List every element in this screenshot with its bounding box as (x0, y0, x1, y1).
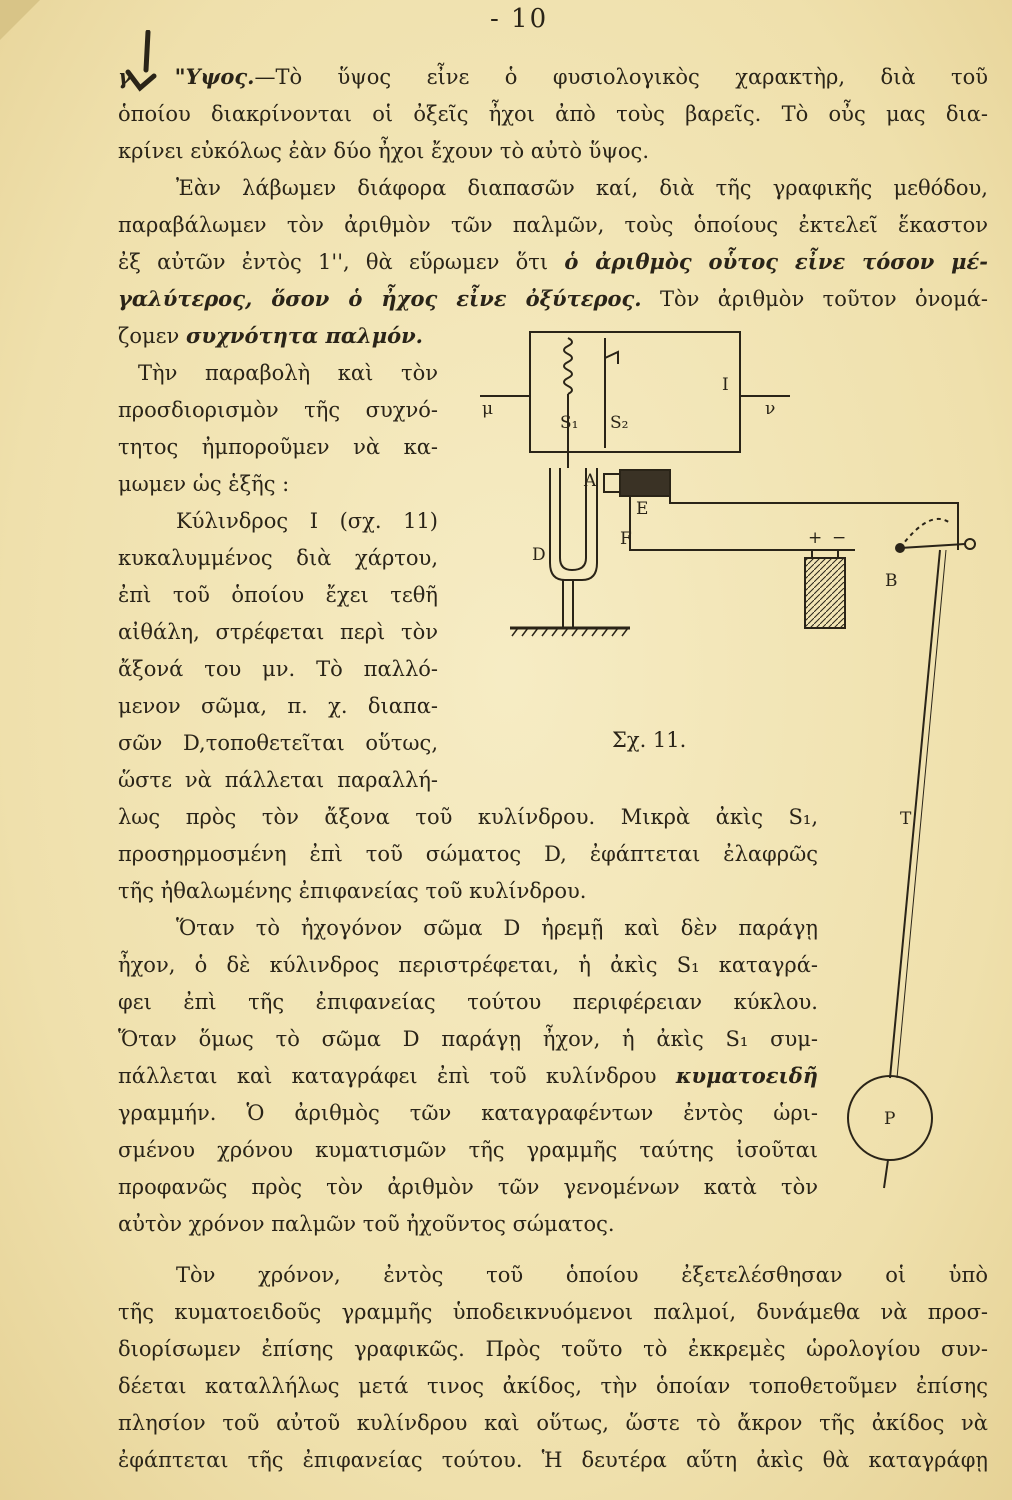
label-f: F (620, 529, 632, 549)
text-line: κρίνει εὐκόλως ἐὰν δύο ἦχοι ἔχουν τὸ αὐτὸ ὕψος. (118, 139, 649, 163)
text-line: αἰθάλη, στρέφεται περὶ τὸν (118, 620, 438, 644)
text-span: Τὸν ἀριθμὸν τοῦτον ὀνομά- (659, 287, 988, 311)
label-minus: − (832, 528, 847, 548)
label-cylinder-i: I (722, 375, 729, 395)
text-line: λως πρὸς τὸν ἄξονα τοῦ κυλίνδρου. Μικρὰ ἀκὶς S₁, (118, 805, 818, 829)
spring-coil (564, 338, 572, 394)
text-line: ἄξονά του μν. Τὸ παλλό- (118, 657, 438, 681)
text-line: ἐπὶ τοῦ ὁποίου ἔχει τεθῆ (118, 583, 438, 607)
text-line: φει ἐπὶ τῆς ἐπιφανείας τούτου περιφέρειαν κύκλου. (118, 990, 818, 1014)
emphasis-text: γαλύτερος, ὅσον ὁ ἦχος εἶνε ὀξύτερος. (118, 286, 642, 311)
emphasis-text: συχνότητα παλμόν. (186, 323, 423, 348)
text-line: κυκαλυμμένος διὰ χάρτου, (118, 546, 438, 570)
text-line: Ἐὰν λάβωμεν διάφορα διαπασῶν καί, διὰ τῆς γραφικῆς μεθόδου, (176, 176, 988, 200)
text-line: παραβάλωμεν τὸν ἀριθμὸν τῶν παλμῶν, τοὺς ὁποίους ἐκτελεῖ ἕκαστον (118, 213, 988, 237)
text-line: Ὅταν τὸ ἠχογόνον σῶμα D ἠρεμῇ καὶ δὲν παράγῃ (176, 916, 818, 940)
emphasis-text: ὁ ἀριθμὸς οὗτος εἶνε τόσον μέ- (564, 249, 988, 274)
emphasis-text: κυματοειδῆ (675, 1063, 818, 1088)
text-line: τητος ἠμποροῦμεν νὰ κα- (118, 435, 438, 459)
text-line: διορίσωμεν ἐπίσης γραφικῶς. Πρὸς τοῦτο τὸ ἐκκρεμὲς ὡρολογίου συν- (118, 1337, 988, 1361)
text-line: ὥστε νὰ πάλλεται παραλλή- (118, 768, 438, 792)
text-line: Τὴν παραβολὴ καὶ τὸν (138, 361, 438, 385)
section-title: "Υψος. (174, 64, 255, 89)
text-line: Τὸν χρόνον, ἐντὸς τοῦ ὁποίου ἐξετελέσθησαν οἱ ὑπὸ (176, 1263, 988, 1287)
section-heading-line (118, 62, 988, 92)
text-line (118, 284, 988, 314)
text-span: πάλλεται καὶ καταγράφει ἐπὶ τοῦ κυλίνδρου (118, 1064, 657, 1088)
heading-text: —Τὸ ὕψος εἶνε ὁ φυσιολογικὸς χαρακτὴρ, διὰ τοῦ (254, 65, 988, 89)
text-line: γραμμήν. Ὁ ἀριθμὸς τῶν καταγραφέντων ἐντὸς ὡρι- (118, 1101, 818, 1125)
text-line: δέεται καταλλήλως μετά τινος ἀκίδος, τὴν ὁποίαν τοποθετοῦμεν ἐπίσης (118, 1374, 988, 1398)
text-line: προσδιορισμὸν τῆς συχνό- (118, 398, 438, 422)
text-span: ἐξ αὐτῶν ἐντὸς 1'', θὰ εὕρωμεν ὅτι (118, 250, 549, 274)
text-span: ζομεν (118, 324, 180, 348)
battery (805, 558, 845, 628)
text-line: προφανῶς πρὸς τὸν ἀριθμὸν τῶν γενομένων κατὰ τὸν (118, 1175, 818, 1199)
text-line: ὁποίου διακρίνονται οἱ ὀξεῖς ἦχοι ἀπὸ τοὺς βαρεῖς. Τὸ οὖς μας δια- (118, 102, 988, 126)
text-line: ἦχον, ὁ δὲ κύλινδρος περιστρέφεται, ἡ ἀκὶς S₁ καταγρά- (118, 953, 818, 977)
pendulum-rod (890, 550, 940, 1078)
text-line: πλησίον τοῦ αὐτοῦ κυλίνδρου καὶ οὕτως, ὥστε τὸ ἄκρον τῆς ἀκίδος νὰ (118, 1411, 988, 1435)
figure-caption: Σχ. 11. (612, 728, 687, 752)
label-b: B (885, 571, 898, 591)
apparatus-diagram (460, 318, 1000, 1208)
text-line: αὐτὸν χρόνον παλμῶν τοῦ ἠχοῦντος σώματος. (118, 1212, 615, 1236)
text-line: τῆς κυματοειδοῦς γραμμῆς ὑποδεικνυόμενοι παλμοί, δυνάμεθα νὰ προσ- (118, 1300, 988, 1324)
label-s2: S₂ (610, 413, 629, 433)
page-number: - 10 (490, 4, 549, 34)
text-line: μενον σῶμα, π. χ. διαπα- (118, 694, 438, 718)
label-nu: ν (765, 399, 776, 419)
cylinder-outline (530, 332, 740, 452)
label-s1: S₁ (560, 413, 579, 433)
label-a: A (584, 471, 597, 491)
text-line: τῆς ἠθαλωμένης ἐπιφανείας τοῦ κυλίνδρου. (118, 879, 587, 903)
text-line (118, 247, 988, 277)
label-e: E (636, 499, 649, 519)
label-mu: μ (482, 399, 494, 419)
text-line: ἐφάπτεται τῆς ἐπιφανείας τούτου. Ἡ δευτέρα αὕτη ἀκὶς θὰ καταγράφῃ (118, 1448, 988, 1472)
electromagnet (620, 470, 670, 496)
figure-11-diagram (460, 318, 1000, 1208)
text-line: σῶν D,τοποθετεῖται οὕτως, (118, 731, 438, 755)
text-line: Κύλινδρος Ι (σχ. 11) (176, 509, 438, 533)
text-line: προσηρμοσμένη ἐπὶ τοῦ σώματος D, ἐφάπτεται ἐλαφρῶς (118, 842, 818, 866)
section-number: γ. (118, 64, 140, 89)
page-corner-fold (0, 0, 40, 40)
text-line: σμένου χρόνου κυματισμῶν τῆς γραμμῆς ταύτης ἰσοῦται (118, 1138, 818, 1162)
text-line (118, 321, 438, 351)
label-p: P (884, 1109, 896, 1129)
text-line: μωμεν ὡς ἑξῆς : (118, 472, 290, 496)
label-plus: + (808, 528, 823, 548)
label-d: D (532, 545, 546, 565)
text-line: Ὅταν ὅμως τὸ σῶμα D παράγῃ ἦχον, ἡ ἀκὶς S₁ συμ- (118, 1027, 818, 1051)
label-t: T (900, 809, 912, 829)
